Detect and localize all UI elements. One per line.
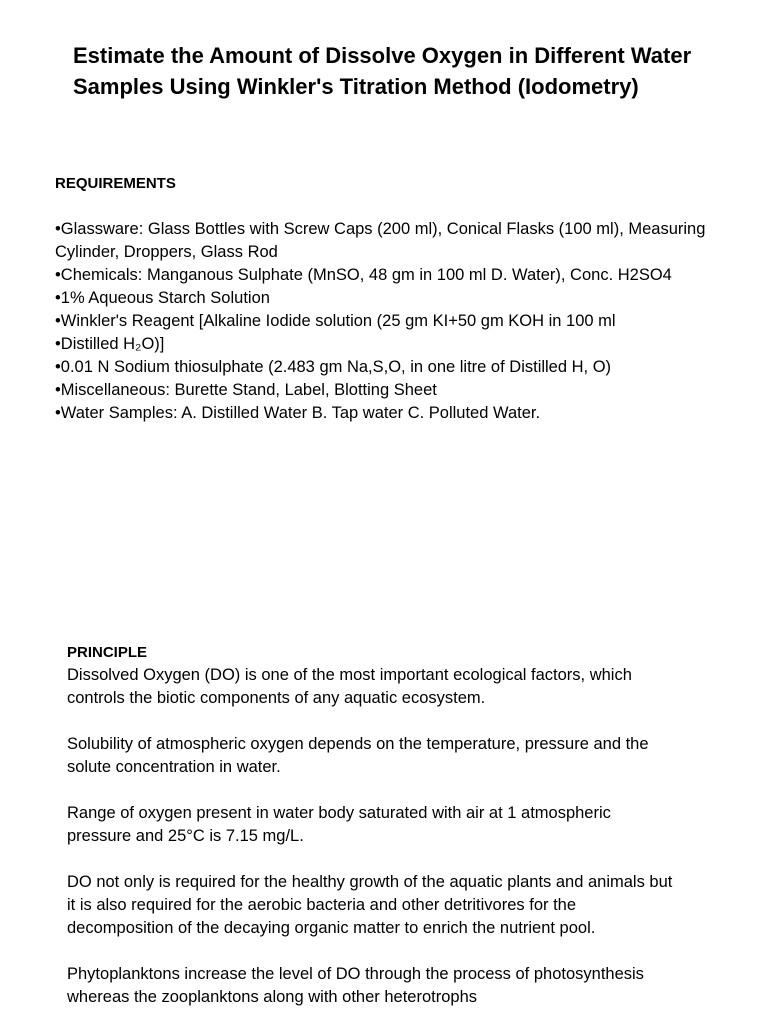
principle-paragraph: Dissolved Oxygen (DO) is one of the most important ecological factors, which controls the biotic components of any aquatic ecosystem. xyxy=(67,666,632,707)
principle-section xyxy=(67,641,677,1024)
requirement-item: •0.01 N Sodium thiosulphate (2.483 gm Na,S,O, in one litre of Distilled H, O) xyxy=(55,358,612,376)
principle-paragraph: Phytoplanktons increase the level of DO through the process of photosynthesis whereas the zooplanktons along with other heterotrophs xyxy=(67,965,644,1006)
principle-paragraph: DO not only is required for the healthy growth of the aquatic plants and animals but it is also required for the aerobic bacteria and other detritivores for the decomposition of the decaying organic matter to enrich the nutrient pool. xyxy=(67,873,673,937)
requirements-list xyxy=(55,218,745,425)
principle-paragraph: Range of oxygen present in water body saturated with air at 1 atmospheric pressure and 25°C is 7.15 mg/L. xyxy=(67,804,611,845)
requirement-item: •Miscellaneous: Burette Stand, Label, Blotting Sheet xyxy=(55,381,437,399)
page-title: Estimate the Amount of Dissolve Oxygen in Different Water Samples Using Winkler's Titration Method (Iodometry) xyxy=(73,43,692,99)
requirement-item: •Winkler's Reagent [Alkaline Iodide solution (25 gm KI+50 gm KOH in 100 ml xyxy=(55,312,616,330)
requirement-item: •1% Aqueous Starch Solution xyxy=(55,289,270,307)
requirement-item: •Water Samples: A. Distilled Water B. Tap water C. Polluted Water. xyxy=(55,404,541,422)
requirements-section xyxy=(55,172,745,425)
principle-heading: PRINCIPLE xyxy=(67,644,148,661)
principle-paragraph: Solubility of atmospheric oxygen depends on the temperature, pressure and the solute concentration in water. xyxy=(67,735,649,776)
requirement-item: •Chemicals: Manganous Sulphate (MnSO, 48 gm in 100 ml D. Water), Conc. H2SO4 xyxy=(55,266,672,284)
requirement-item: •Distilled H₂O)] xyxy=(55,335,165,353)
requirement-item: •Glassware: Glass Bottles with Screw Caps (200 ml), Conical Flasks (100 ml), Measuring Cylinder, Droppers, Glass Rod xyxy=(55,220,706,261)
requirements-heading: REQUIREMENTS xyxy=(55,175,176,192)
